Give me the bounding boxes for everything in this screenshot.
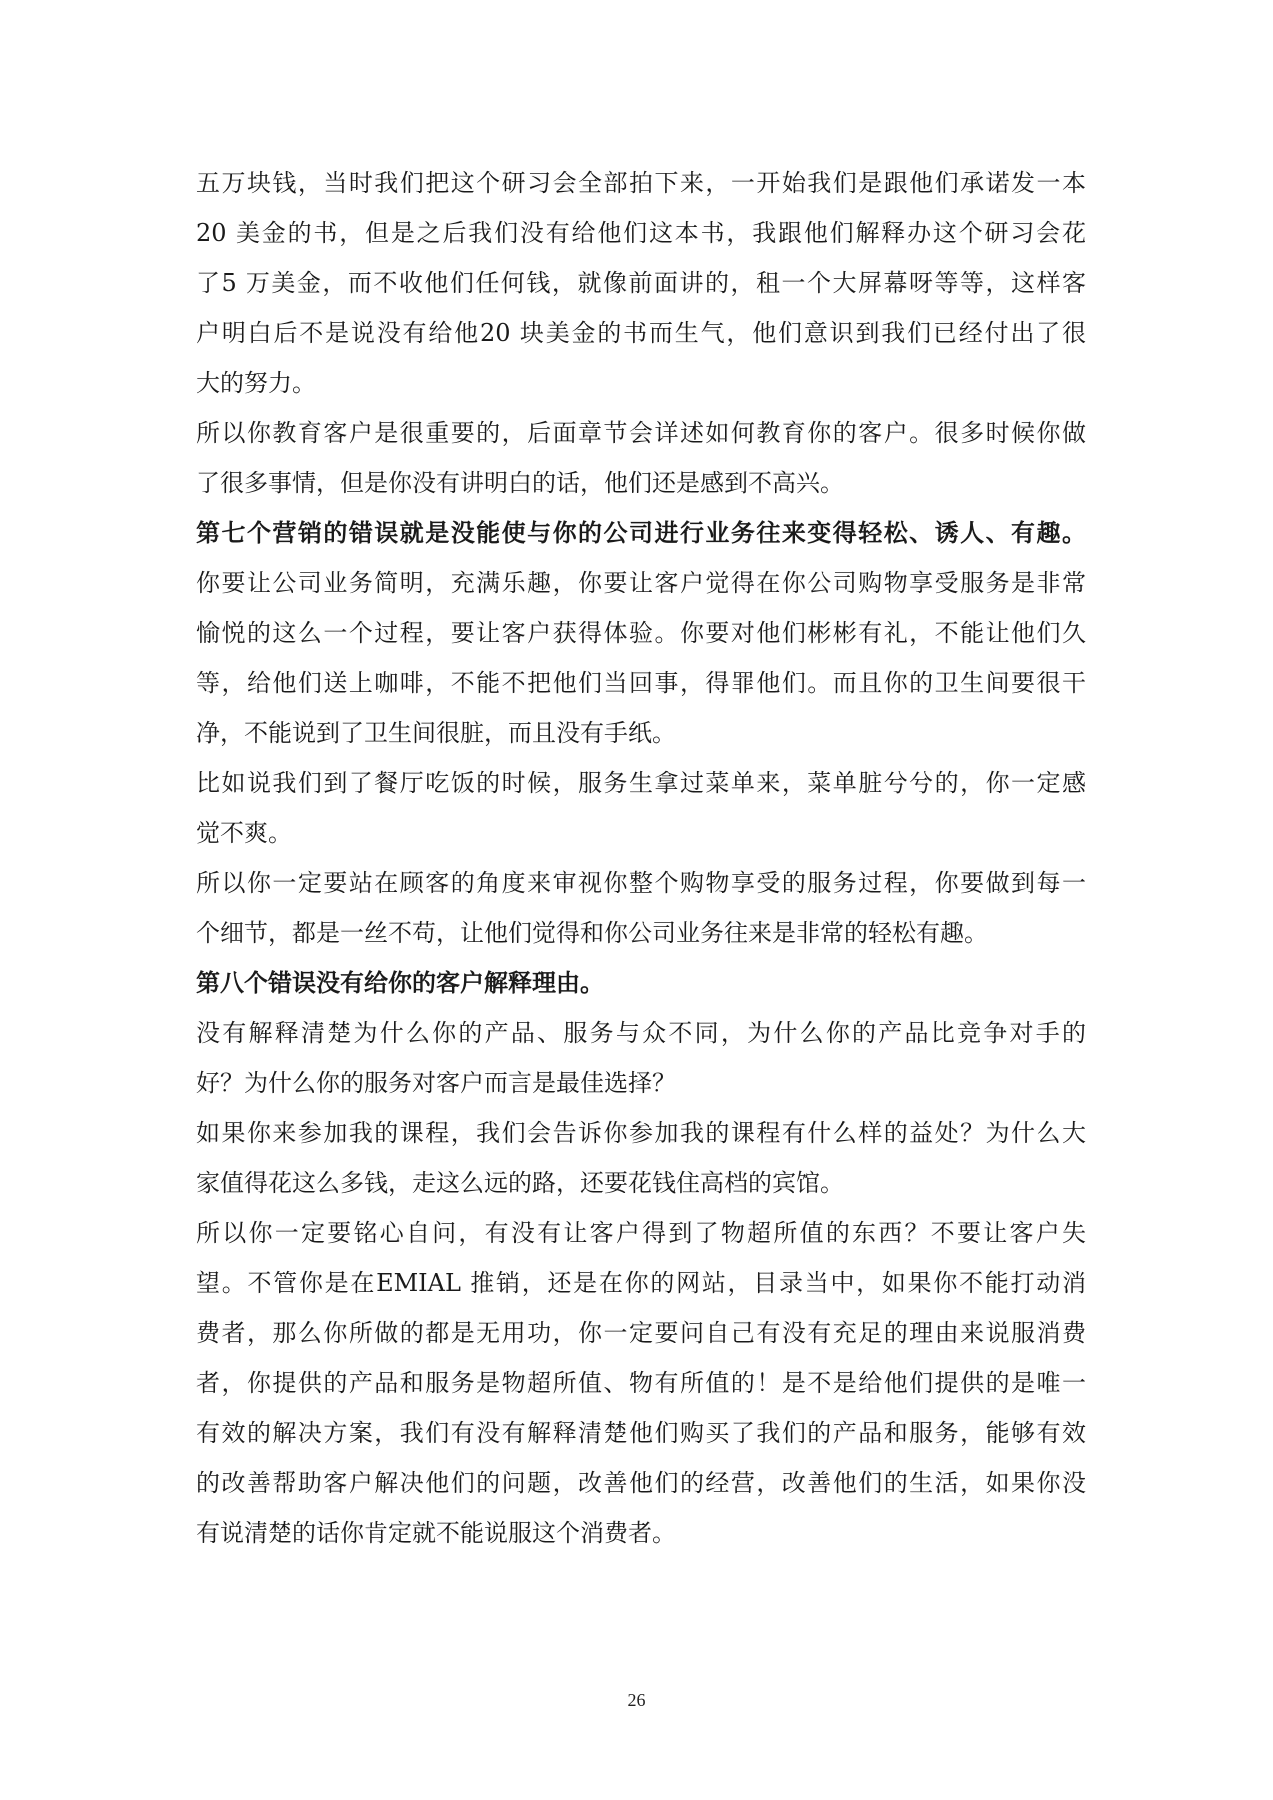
- text-line: 望。不管你是在EMIAL 推销，还是在你的网站，目录当中，如果你不能打动消: [196, 1269, 1086, 1297]
- text-line: 所以你教育客户是很重要的，后面章节会详述如何教育你的客户。很多时候你做: [196, 419, 1086, 447]
- text-line: 的改善帮助客户解决他们的问题，改善他们的经营，改善他们的生活，如果你没: [196, 1469, 1086, 1497]
- text-line: 费者，那么你所做的都是无用功，你一定要问自己有没有充足的理由来说服消费: [196, 1319, 1086, 1347]
- text-line: 有说清楚的话你肯定就不能说服这个消费者。: [196, 1519, 676, 1547]
- text-line: 好？为什么你的服务对客户而言是最佳选择？: [196, 1069, 676, 1097]
- text-line: 20 美金的书，但是之后我们没有给他们这本书，我跟他们解释办这个研习会花: [196, 219, 1086, 247]
- text-line: 愉悦的这么一个过程，要让客户获得体验。你要对他们彬彬有礼，不能让他们久: [196, 619, 1086, 647]
- section-heading-line: 第七个营销的错误就是没能使与你的公司进行业务往来变得轻松、诱人、有趣。: [196, 518, 1086, 547]
- text-line: 个细节，都是一丝不苟，让他们觉得和你公司业务往来是非常的轻松有趣。: [196, 919, 988, 947]
- page-number: 26: [627, 1690, 646, 1710]
- text-line: 等，给他们送上咖啡，不能不把他们当回事，得罪他们。而且你的卫生间要很干: [196, 669, 1086, 697]
- text-line: 家值得花这么多钱，走这么远的路，还要花钱住高档的宾馆。: [196, 1169, 844, 1197]
- text-line: 没有解释清楚为什么你的产品、服务与众不同，为什么你的产品比竞争对手的: [196, 1019, 1086, 1047]
- text-line: 户明白后不是说没有给他20 块美金的书而生气，他们意识到我们已经付出了很: [196, 319, 1086, 347]
- text-line: 你要让公司业务简明，充满乐趣，你要让客户觉得在你公司购物享受服务是非常: [196, 569, 1086, 597]
- text-line: 觉不爽。: [196, 819, 292, 847]
- text-line: 比如说我们到了餐厅吃饭的时候，服务生拿过菜单来，菜单脏兮兮的，你一定感: [196, 769, 1086, 797]
- text-line: 了很多事情，但是你没有讲明白的话，他们还是感到不高兴。: [196, 469, 844, 497]
- text-line: 所以你一定要铭心自问，有没有让客户得到了物超所值的东西？不要让客户失: [196, 1219, 1086, 1247]
- text-line: 者，你提供的产品和服务是物超所值、物有所值的！是不是给他们提供的是唯一: [196, 1369, 1086, 1397]
- text-line: 有效的解决方案，我们有没有解释清楚他们购买了我们的产品和服务，能够有效: [196, 1419, 1086, 1447]
- text-line: 净，不能说到了卫生间很脏，而且没有手纸。: [196, 719, 676, 747]
- text-line: 如果你来参加我的课程，我们会告诉你参加我的课程有什么样的益处？为什么大: [196, 1119, 1086, 1147]
- body-text: [196, 158, 1086, 1558]
- section-heading-line: 第八个错误没有给你的客户解释理由。: [196, 968, 604, 997]
- text-line: 五万块钱，当时我们把这个研习会全部拍下来，一开始我们是跟他们承诺发一本: [196, 169, 1086, 197]
- text-line: 所以你一定要站在顾客的角度来审视你整个购物享受的服务过程，你要做到每一: [196, 869, 1086, 897]
- text-line: 了5 万美金，而不收他们任何钱，就像前面讲的，租一个大屏幕呀等等，这样客: [196, 269, 1086, 297]
- text-line: 大的努力。: [196, 369, 316, 397]
